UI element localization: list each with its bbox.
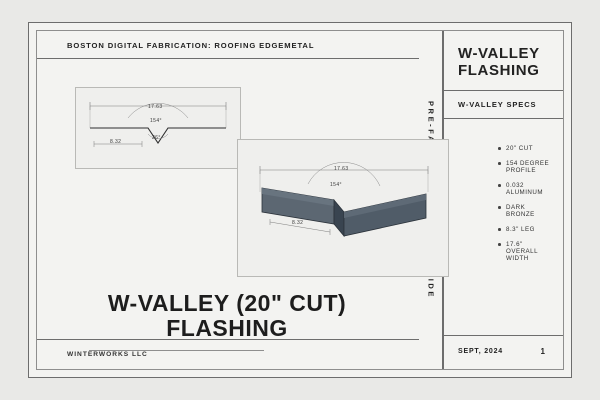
specs-header: W-VALLEY SPECS xyxy=(444,91,563,119)
sheet-date: SEPT, 2024 xyxy=(458,348,503,355)
title-underline xyxy=(89,350,264,351)
page-title-line1: W-VALLEY (20" CUT) xyxy=(107,290,347,316)
specs-list xyxy=(458,145,555,270)
sheet-footer-bar xyxy=(37,339,419,369)
list-item: 0.032 ALUMINUM xyxy=(498,182,555,196)
section-view-panel xyxy=(75,87,241,169)
section-view-drawing xyxy=(76,88,240,168)
iso-view-drawing xyxy=(238,140,448,276)
product-name-line2: FLASHING xyxy=(458,62,540,79)
list-item: 17.6" OVERALL WIDTH xyxy=(498,241,555,262)
list-item: 20" CUT xyxy=(498,145,555,152)
date-block xyxy=(444,335,563,369)
drawing-sheet xyxy=(28,22,572,378)
title-block xyxy=(443,31,563,369)
iso-overall-width-label: 17.63 xyxy=(334,166,349,172)
sheet-header-bar xyxy=(37,31,419,59)
product-name xyxy=(444,31,563,91)
product-name-line1: W-VALLEY xyxy=(458,45,540,62)
iso-angle-label: 154° xyxy=(330,182,342,188)
list-item: 154 DEGREE PROFILE xyxy=(498,160,555,174)
page-number: 1 xyxy=(540,347,545,356)
list-item: 8.3" LEG xyxy=(498,226,555,233)
footer-company: WINTERWORKS LLC xyxy=(67,351,148,358)
page-title-line2: FLASHING xyxy=(166,315,288,341)
page-title xyxy=(67,291,387,341)
iso-view-panel xyxy=(237,139,449,277)
iso-leg-label: 8.32 xyxy=(292,220,304,226)
section-angle-lower-label: 26° xyxy=(152,135,161,141)
header-title: BOSTON DIGITAL FABRICATION: ROOFING EDGEMETAL xyxy=(67,41,315,50)
section-overall-width-label: 17.63 xyxy=(148,104,163,110)
section-leg-label: 8.32 xyxy=(110,139,122,145)
list-item: DARK BRONZE xyxy=(498,204,555,218)
section-angle-upper-label: 154° xyxy=(150,118,162,124)
